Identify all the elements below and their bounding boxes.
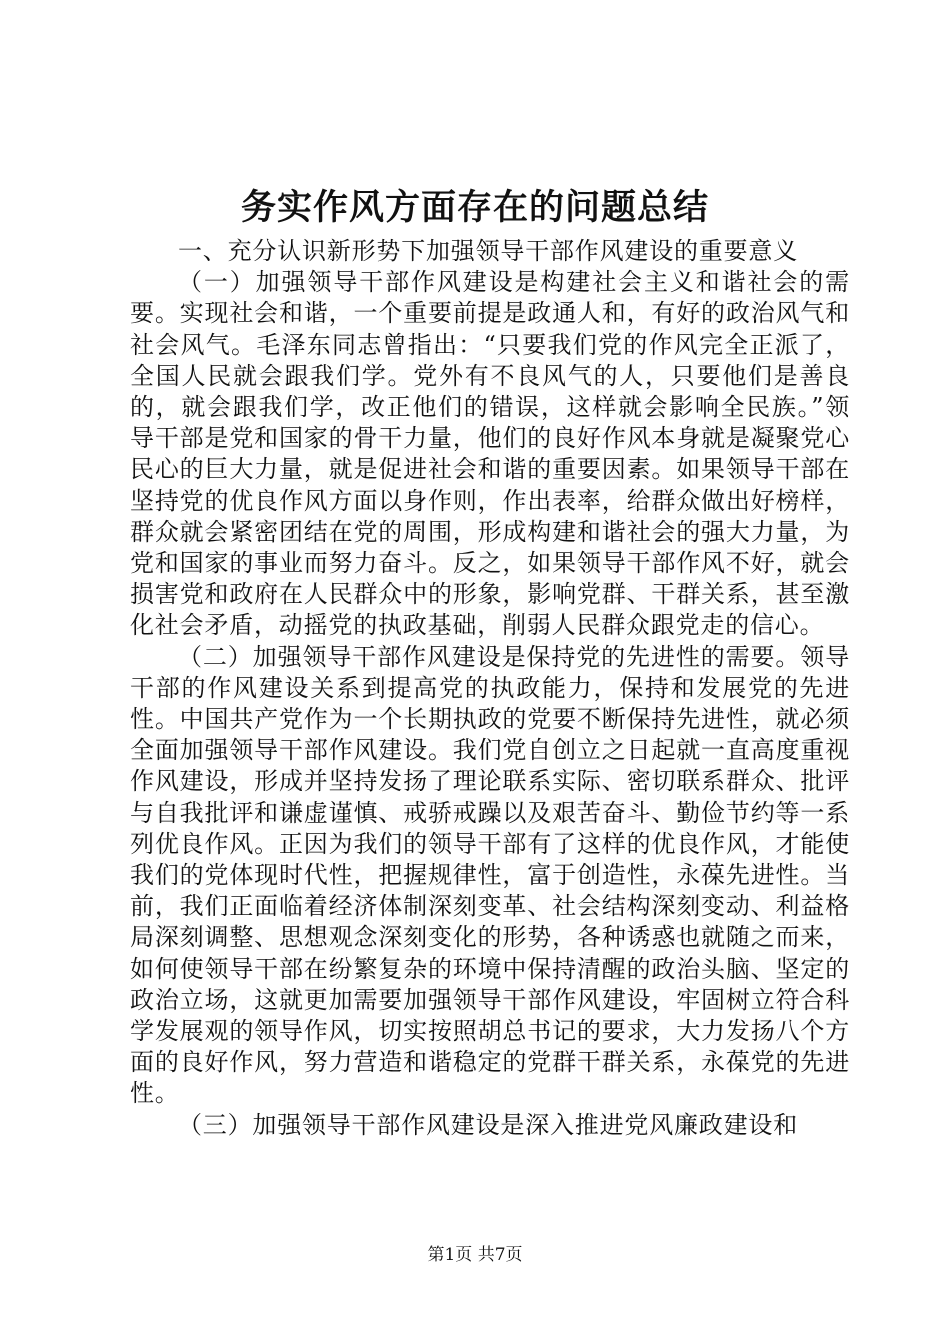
document-title: 务实作风方面存在的问题总结 bbox=[240, 188, 709, 228]
section-heading: 一、充分认识新形势下加强领导干部作风建设的重要意义 bbox=[178, 237, 798, 265]
document-body bbox=[130, 236, 850, 1141]
page-number-footer: 第1页 共7页 bbox=[427, 1245, 523, 1265]
paragraph-1: （一）加强领导干部作风建设是构建社会主义和谐社会的需要。实现社会和谐，一个重要前提是政通人和，有好的政治风气和社会风气。毛泽东同志曾指出：“只要我们党的作风完全正派了，全国人民就会跟我们学。党外有不良风气的人，只要他们是善良的，就会跟我们学，改正他们的错误，这样就会影响全民族。”领导干部是党和国家的骨干力量，他们的良好作风本身就是凝聚党心民心的巨大力量，就是促进社会和谐的重要因素。如果领导干部在坚持党的优良作风方面以身作则，作出表率，给群众做出好榜样，群众就会紧密团结在党的周围，形成构建和谐社会的强大力量，为党和国家的事业而努力奋斗。反之，如果领导干部作风不好，就会损害党和政府在人民群众中的形象，影响党群、干群关系，甚至激化社会矛盾，动摇党的执政基础，削弱人民群众跟党走的信心。 bbox=[130, 268, 850, 640]
paragraph-2: （二）加强领导干部作风建设是保持党的先进性的需要。领导干部的作风建设关系到提高党的执政能力，保持和发展党的先进性。中国共产党作为一个长期执政的党要不断保持先进性，就必须全面加强领导干部作风建设。我们党自创立之日起就一直高度重视作风建设，形成并坚持发扬了理论联系实际、密切联系群众、批评与自我批评和谦虚谨慎、戒骄戒躁以及艰苦奋斗、勤俭节约等一系列优良作风。正因为我们的领导干部有了这样的优良作风，才能使我们的党体现时代性，把握规律性，富于创造性，永葆先进性。当前，我们正面临着经济体制深刻变革、社会结构深刻变动、利益格局深刻调整、思想观念深刻变化的形势，各种诱惑也就随之而来，如何使领导干部在纷繁复杂的环境中保持清醒的政治头脑、坚定的政治立场，这就更加需要加强领导干部作风建设，牢固树立符合科学发展观的领导作风，切实按照胡总书记的要求，大力发扬八个方面的良好作风，努力营造和谐稳定的党群干群关系，永葆党的先进性。 bbox=[130, 642, 850, 1108]
paragraph-3: （三）加强领导干部作风建设是深入推进党风廉政建设和 bbox=[178, 1110, 798, 1139]
